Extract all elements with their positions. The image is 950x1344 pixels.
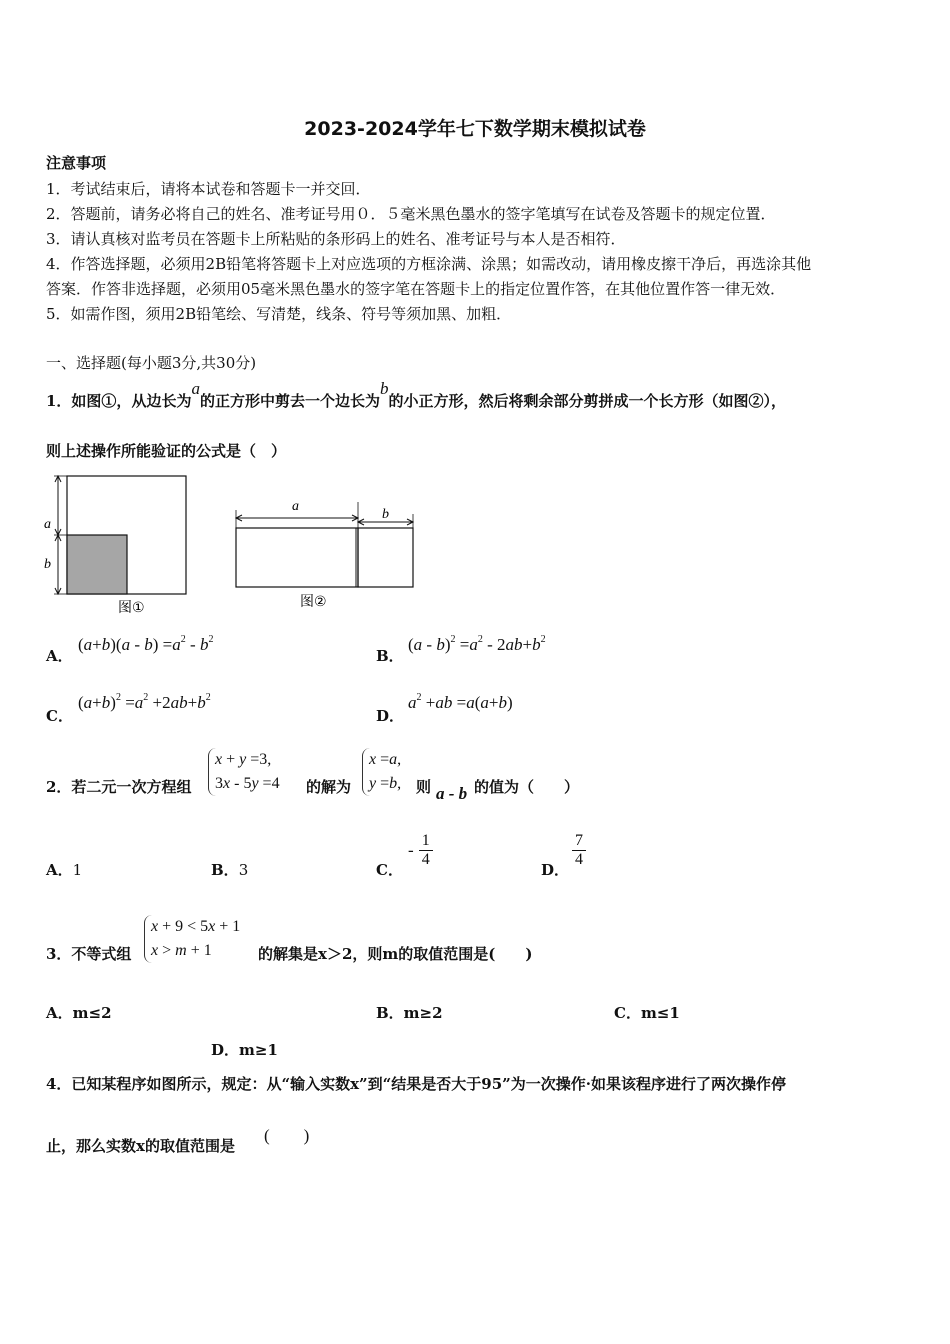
q3-sys-line1: x + 9 < 5x + 1 bbox=[151, 918, 241, 935]
q2-text-3: 则 bbox=[416, 778, 432, 796]
q2-option-d-den: 4 bbox=[575, 851, 583, 868]
q3-option-c[interactable]: C．m≤1 bbox=[614, 1004, 680, 1022]
fig2-rect-b bbox=[358, 528, 413, 587]
q3-text-1: 3．不等式组 bbox=[46, 945, 132, 963]
notice-item-4: 4．作答选择题，必须用2B铅笔将答题卡上对应选项的方框涂满、涂黑；如需改动，请用橡皮擦干净后，再选涂其他 bbox=[46, 255, 812, 273]
q2-expr: a - b bbox=[436, 784, 468, 803]
fig2-label-a: a bbox=[292, 499, 299, 514]
q4-stem: 4．已知某程序如图所示，规定：从“输入实数x”到“结果是否大于95”为一次操作·如果该程序进行了两次操作停 bbox=[46, 1075, 786, 1093]
q1-text-3: 的小正方形，然后将剩余部分剪拼成一个长方形（如图②）， bbox=[388, 392, 786, 410]
q1-figure-2 bbox=[228, 492, 428, 617]
notice-item-5: 5．如需作图，须用2B铅笔绘、写清楚，线条、符号等须加黑、加粗． bbox=[46, 305, 512, 323]
q2-system-1 bbox=[208, 748, 280, 796]
q2-option-c-sign: - bbox=[408, 840, 414, 860]
fig2-label-b: b bbox=[382, 507, 389, 522]
q1-option-b-label: B． bbox=[376, 647, 404, 665]
fig1-small-square bbox=[67, 535, 127, 594]
q1-option-a-label: A． bbox=[46, 647, 73, 665]
page-title: 2023-2024学年七下数学期末模拟试卷 bbox=[304, 118, 646, 140]
q2-system-2 bbox=[362, 748, 401, 796]
q1-option-d-formula: $a^2 +ab =a(a+b)$ bbox=[408, 692, 513, 712]
q1-option-d-label: D． bbox=[376, 707, 405, 725]
q1-text-2: 的正方形中剪去一个边长为 bbox=[199, 392, 380, 410]
q2-option-d[interactable] bbox=[572, 832, 586, 869]
q4-stem-line2: 止，那么实数x的取值范围是 bbox=[46, 1137, 235, 1155]
q2-option-d-label: D． bbox=[541, 861, 570, 879]
q2-option-d-fraction bbox=[572, 832, 586, 869]
q1-option-a[interactable] bbox=[78, 634, 213, 655]
q3-system bbox=[144, 915, 240, 963]
q2-option-c-num: 1 bbox=[421, 832, 430, 849]
q2-option-a[interactable] bbox=[46, 859, 82, 880]
notice-heading: 注意事项 bbox=[46, 154, 107, 172]
q1-stem bbox=[46, 379, 786, 411]
fig1-label-a: a bbox=[44, 517, 51, 532]
fig2-rect-a bbox=[236, 528, 358, 587]
q1-option-b[interactable] bbox=[408, 634, 546, 655]
section-heading: 一、选择题(每小题3分,共30分) bbox=[46, 354, 257, 372]
q1-stem-line2: 则上述操作所能验证的公式是（ ） bbox=[46, 442, 287, 460]
q2-option-b-value: 3 bbox=[238, 861, 249, 879]
q1-option-b-formula: $(a - b)^2 =a^2 - 2ab+b^2$ bbox=[408, 634, 546, 654]
q1-var-a: a bbox=[191, 379, 200, 398]
notice-item-1: 1．考试结束后，请将本试卷和答题卡一并交回． bbox=[46, 180, 371, 198]
q1-option-d[interactable] bbox=[408, 692, 513, 713]
notice-item-2: 2．答题前，请务必将自己的姓名、准考证号用０．５毫米黑色墨水的签字笔填写在试卷及答题卡的规定位置． bbox=[46, 205, 776, 223]
q2-option-c-den: 4 bbox=[421, 851, 430, 868]
q2-text-2: 的解为 bbox=[306, 778, 352, 796]
q2-sys1-line1: x + y =3, bbox=[215, 751, 272, 768]
q1-option-c[interactable] bbox=[78, 692, 211, 713]
q2-sys2-line2: y =b, bbox=[369, 775, 402, 792]
q2-option-b-label: B． bbox=[211, 861, 239, 879]
fig1-caption: 图① bbox=[118, 600, 145, 616]
q2-option-c-fraction bbox=[419, 832, 433, 869]
q3-sys-line2: x > m + 1 bbox=[151, 942, 212, 959]
q3-option-d[interactable]: D．m≥1 bbox=[211, 1041, 278, 1059]
fig1-label-b: b bbox=[44, 557, 51, 572]
q2-option-c[interactable] bbox=[408, 832, 433, 869]
q2-sys2-line1: x =a, bbox=[369, 751, 402, 768]
q1-option-c-label: C． bbox=[46, 707, 73, 725]
q1-text-1: 1．如图①，从边长为 bbox=[46, 392, 192, 410]
q2-text-4: 的值为（ ） bbox=[474, 778, 580, 796]
fig2-caption: 图② bbox=[300, 594, 327, 610]
q2-option-d-num: 7 bbox=[575, 832, 583, 849]
q1-option-a-formula: $(a+b)(a - b) =a^2 - b^2$ bbox=[78, 634, 214, 654]
q3-option-a[interactable]: A．m≤2 bbox=[46, 1004, 112, 1022]
q1-var-b: b bbox=[379, 379, 389, 398]
q2-sys1-line2: 3x - 5y =4 bbox=[215, 775, 280, 792]
notice-item-4-cont: 答案．作答非选择题，必须用05毫米黑色墨水的签字笔在答题卡上的指定位置作答，在其他位置作答一律无效． bbox=[46, 280, 786, 298]
q2-option-b[interactable] bbox=[211, 859, 248, 880]
q2-option-a-label: A． bbox=[46, 861, 73, 879]
q3-option-b[interactable]: B．m≥2 bbox=[376, 1004, 443, 1022]
q4-answer-paren: ( ) bbox=[264, 1126, 310, 1145]
q3-text-2: 的解集是x＞2，则m的取值范围是( ) bbox=[258, 945, 533, 963]
notice-item-3: 3．请认真核对监考员在答题卡上所粘贴的条形码上的姓名、准考证号与本人是否相符． bbox=[46, 230, 626, 248]
q1-option-c-formula: $(a+b)^2 =a^2 +2ab+b^2$ bbox=[78, 692, 211, 712]
q2-text-1: 2．若二元一次方程组 bbox=[46, 778, 192, 796]
q2-option-c-label: C． bbox=[376, 861, 403, 879]
q1-figure-1 bbox=[40, 470, 200, 620]
q2-option-a-value: 1 bbox=[72, 861, 83, 879]
